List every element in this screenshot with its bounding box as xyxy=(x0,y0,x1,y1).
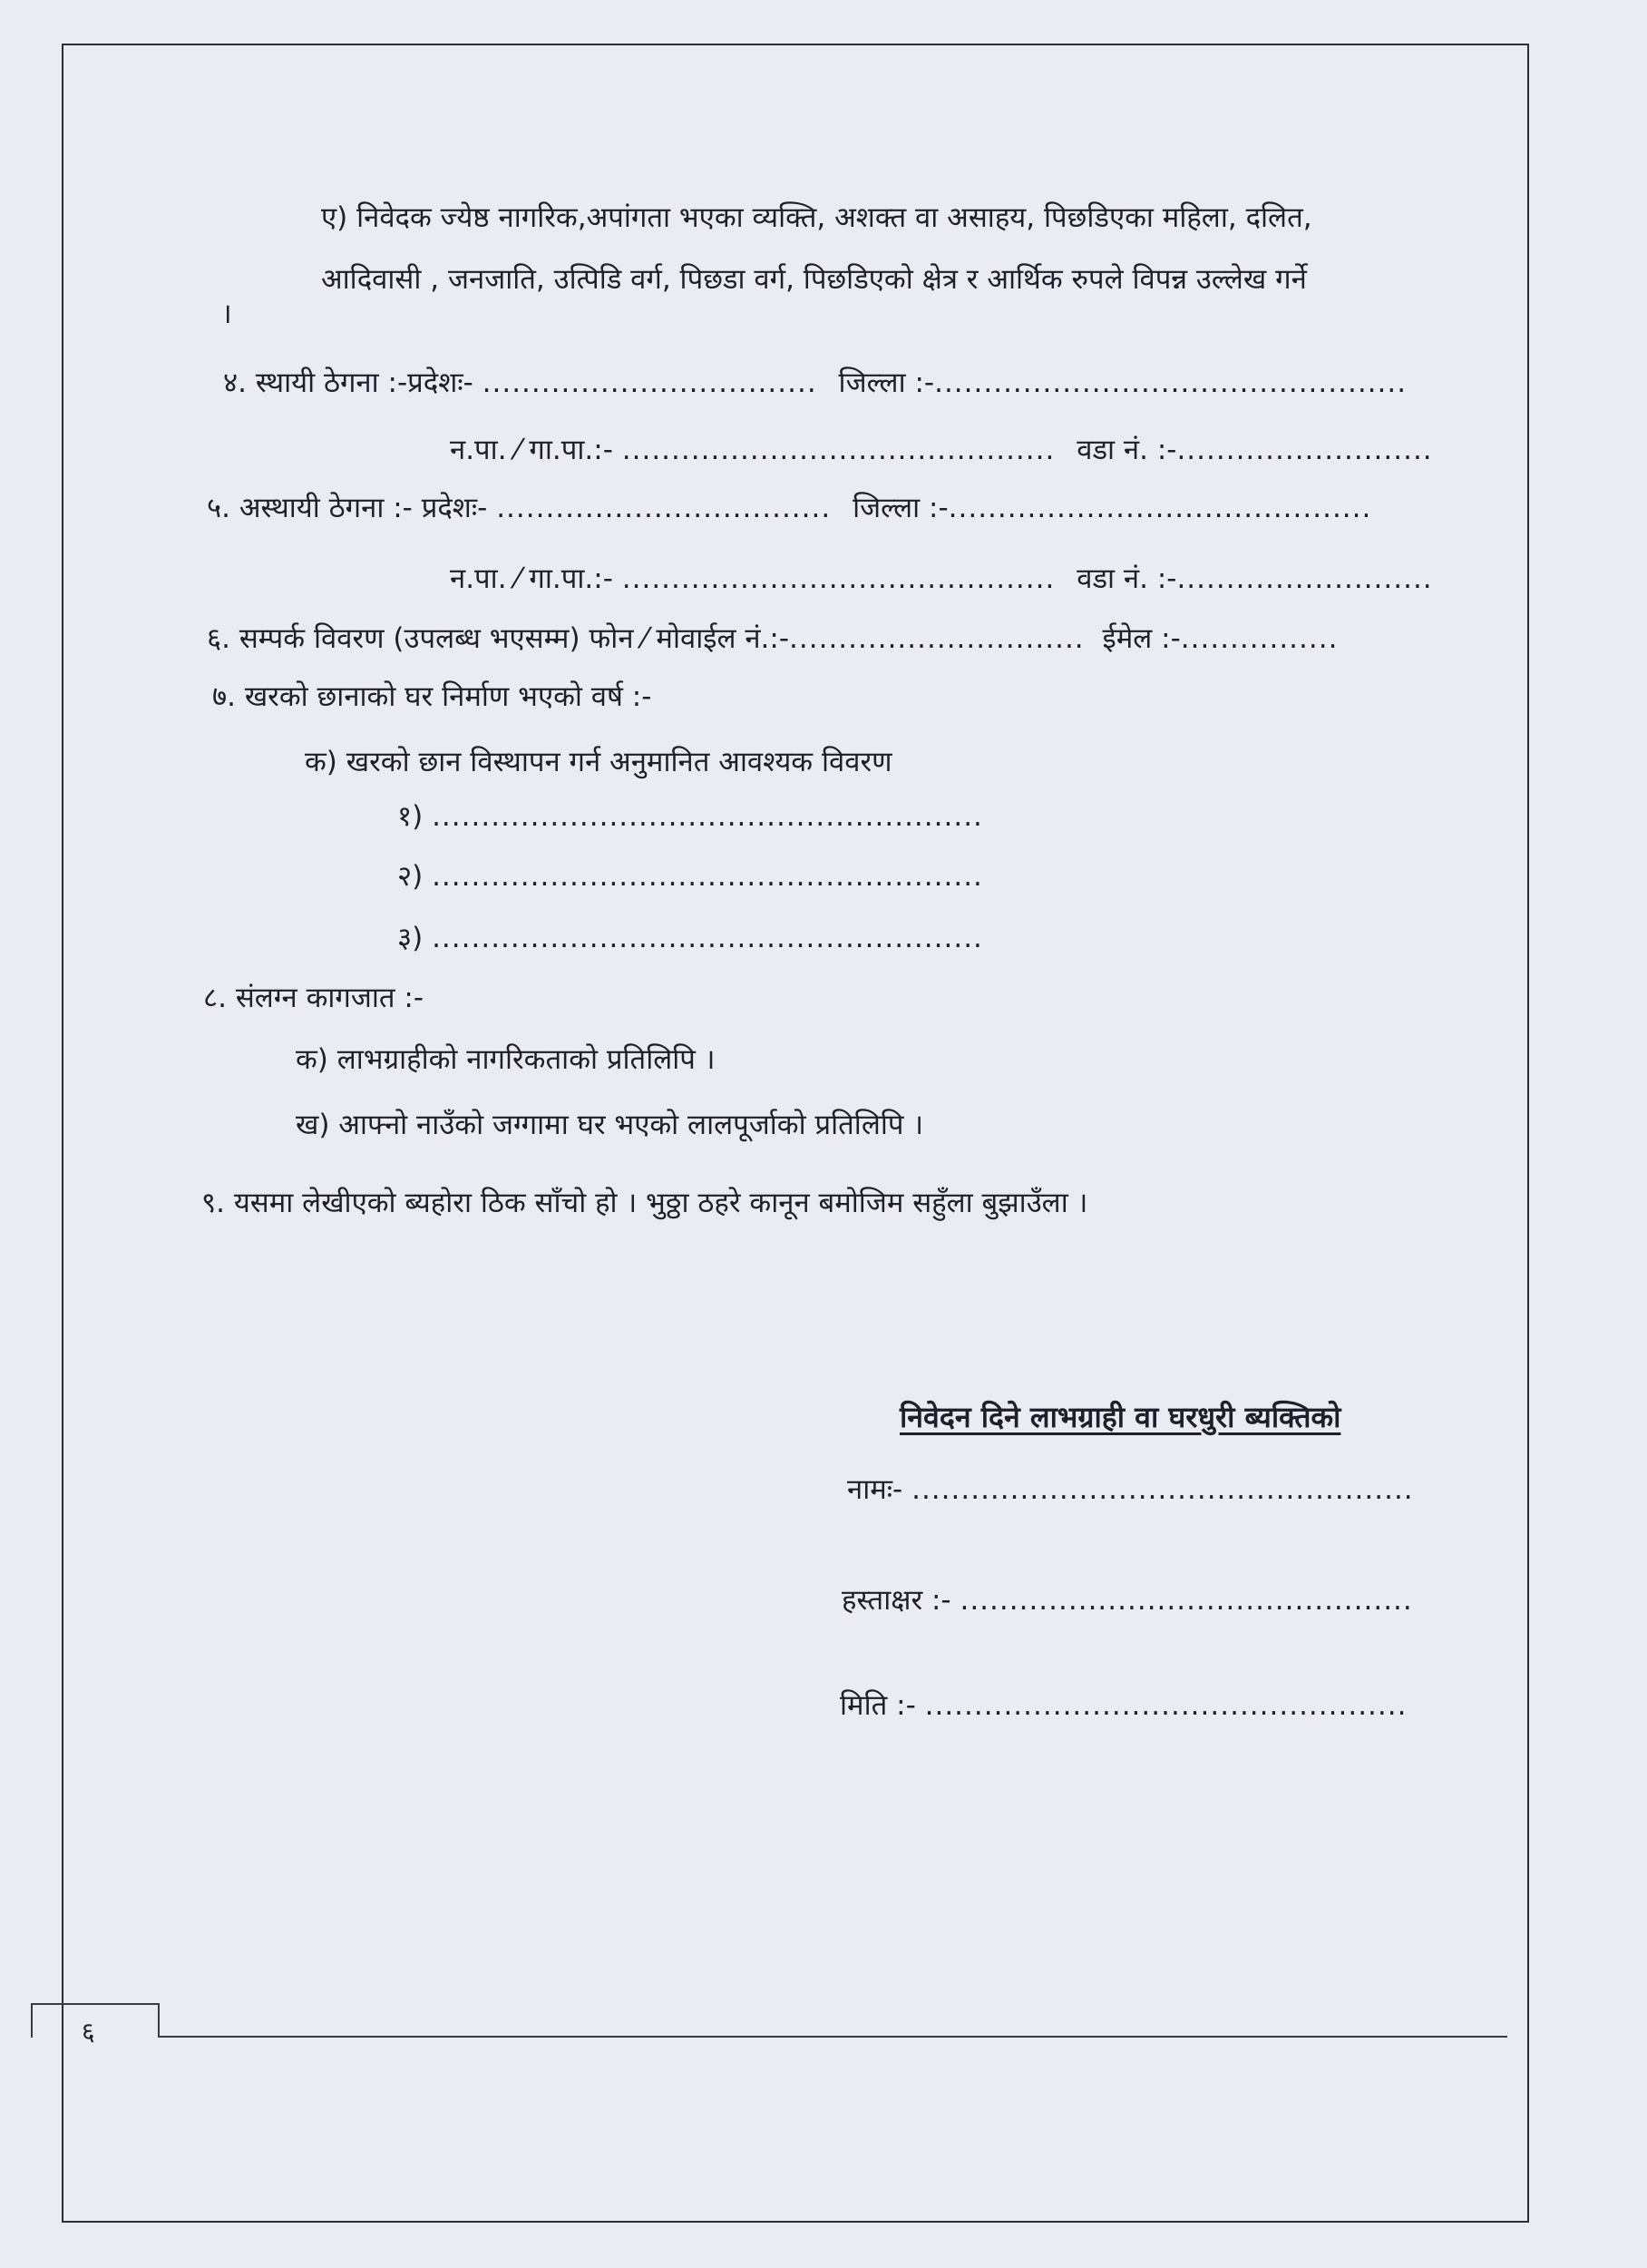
temporary-municipality-row xyxy=(450,561,1433,597)
page-number: ६ xyxy=(82,2017,95,2047)
footer-rule xyxy=(160,2036,1507,2038)
applicant-name-field[interactable]: ................................................... xyxy=(911,1473,1414,1506)
declaration-text: ९. यसमा लेखीएको ब्यहोरा ठिक साँचो हो । भुठ्ठा ठहरे कानून बमोजिम सहुँला बुझाउँला । xyxy=(201,1187,1088,1219)
construction-year-label: ७. खरको छानाको घर निर्माण भएको वर्ष :- xyxy=(212,680,652,713)
section3-e-line1: ए) निवेदक ज्येष्ठ नागरिक,अपांगता भएका व्यक्ति, अशक्त वा असाहय, पिछडिएका महिला, दलित, xyxy=(321,201,1312,234)
temporary-municipality-field[interactable]: ............................................ xyxy=(621,562,1056,595)
applicant-name-label: नामः- xyxy=(847,1473,903,1506)
applicant-signature-label: हस्ताक्षर :- xyxy=(842,1584,951,1617)
permanent-municipality-field[interactable]: ............................................ xyxy=(621,434,1056,466)
permanent-municipality-row xyxy=(450,432,1433,468)
temporary-address-label: ५. अस्थायी ठेगना :- प्रदेशः- xyxy=(207,492,488,524)
phone-field[interactable]: .............................. xyxy=(789,622,1085,655)
applicant-signature-row xyxy=(842,1582,1413,1618)
permanent-province-field[interactable]: .................................. xyxy=(482,367,817,399)
permanent-ward-field[interactable]: .......................... xyxy=(1176,434,1433,466)
estimate-item-2 xyxy=(397,858,983,894)
temporary-district-field[interactable]: ........................................... xyxy=(948,492,1372,524)
temporary-district-label: जिल्ला :- xyxy=(853,492,949,524)
contact-row xyxy=(207,621,1338,657)
estimate-item-2-field[interactable]: ........................................................ xyxy=(432,860,983,893)
email-field[interactable]: ................ xyxy=(1180,622,1339,655)
temporary-address-row xyxy=(207,490,1371,526)
applicant-date-label: मिति :- xyxy=(840,1689,916,1722)
attachments-label: ८. संलग्न कागजात :- xyxy=(203,982,424,1014)
estimate-item-3 xyxy=(397,920,983,956)
applicant-signature-field[interactable]: .............................................. xyxy=(960,1584,1413,1617)
estimate-item-1-number: १) xyxy=(397,800,424,833)
applicant-name-row xyxy=(847,1471,1414,1508)
email-label: ईमेल :- xyxy=(1102,622,1181,655)
temporary-municipality-label: न.पा. ⁄ गा.पा.:- xyxy=(450,562,613,595)
estimate-item-2-number: २) xyxy=(397,860,424,893)
temporary-province-field[interactable]: .................................. xyxy=(496,492,832,524)
permanent-address-label: ४. स्थायी ठेगना :-प्रदेशः- xyxy=(223,367,473,399)
section3-e-line2: आदिवासी , जनजाति, उत्पिडि वर्ग, पिछडा वर्ग, पिछडिएको क्षेत्र र आर्थिक रुपले विपन्न उल्लेख गर्ने xyxy=(321,263,1307,296)
applicant-date-field[interactable]: ................................................. xyxy=(924,1689,1408,1722)
section3-e-line3: । xyxy=(221,298,232,330)
contact-label: ६. सम्पर्क विवरण (उपलब्ध भएसम्म) फोन ⁄ मोवाईल नं.:- xyxy=(207,622,790,655)
construction-year-row xyxy=(212,679,651,715)
permanent-district-label: जिल्ला :- xyxy=(838,367,935,399)
permanent-municipality-label: न.पा. ⁄ गा.पा.:- xyxy=(450,434,613,466)
construction-sub-a: क) खरको छान विस्थापन गर्न अनुमानित आवश्यक विवरण xyxy=(305,746,892,778)
attachment-item-a: क) लाभग्राहीको नागरिकताको प्रतिलिपि । xyxy=(296,1043,716,1076)
applicant-date-row xyxy=(840,1687,1407,1724)
estimate-item-1 xyxy=(397,798,983,835)
temporary-ward-field[interactable]: .......................... xyxy=(1176,562,1433,595)
estimate-item-1-field[interactable]: ........................................................ xyxy=(432,800,983,833)
estimate-item-3-field[interactable]: ........................................................ xyxy=(432,922,983,954)
permanent-ward-label: वडा नं. :- xyxy=(1077,434,1177,466)
temporary-ward-label: वडा नं. :- xyxy=(1077,562,1177,595)
permanent-address-row xyxy=(223,365,1407,401)
signature-block-heading: निवेदन दिने लाभग्राही वा घरधुरी ब्यक्तिको xyxy=(900,1400,1341,1434)
estimate-item-3-number: ३) xyxy=(397,922,424,954)
page-number-tab xyxy=(31,2003,160,2038)
attachment-item-b: ख) आफ्नो नाउँको जग्गामा घर भएको लालपूर्जाको प्रतिलिपि । xyxy=(296,1109,924,1141)
permanent-district-field[interactable]: ................................................ xyxy=(934,367,1408,399)
